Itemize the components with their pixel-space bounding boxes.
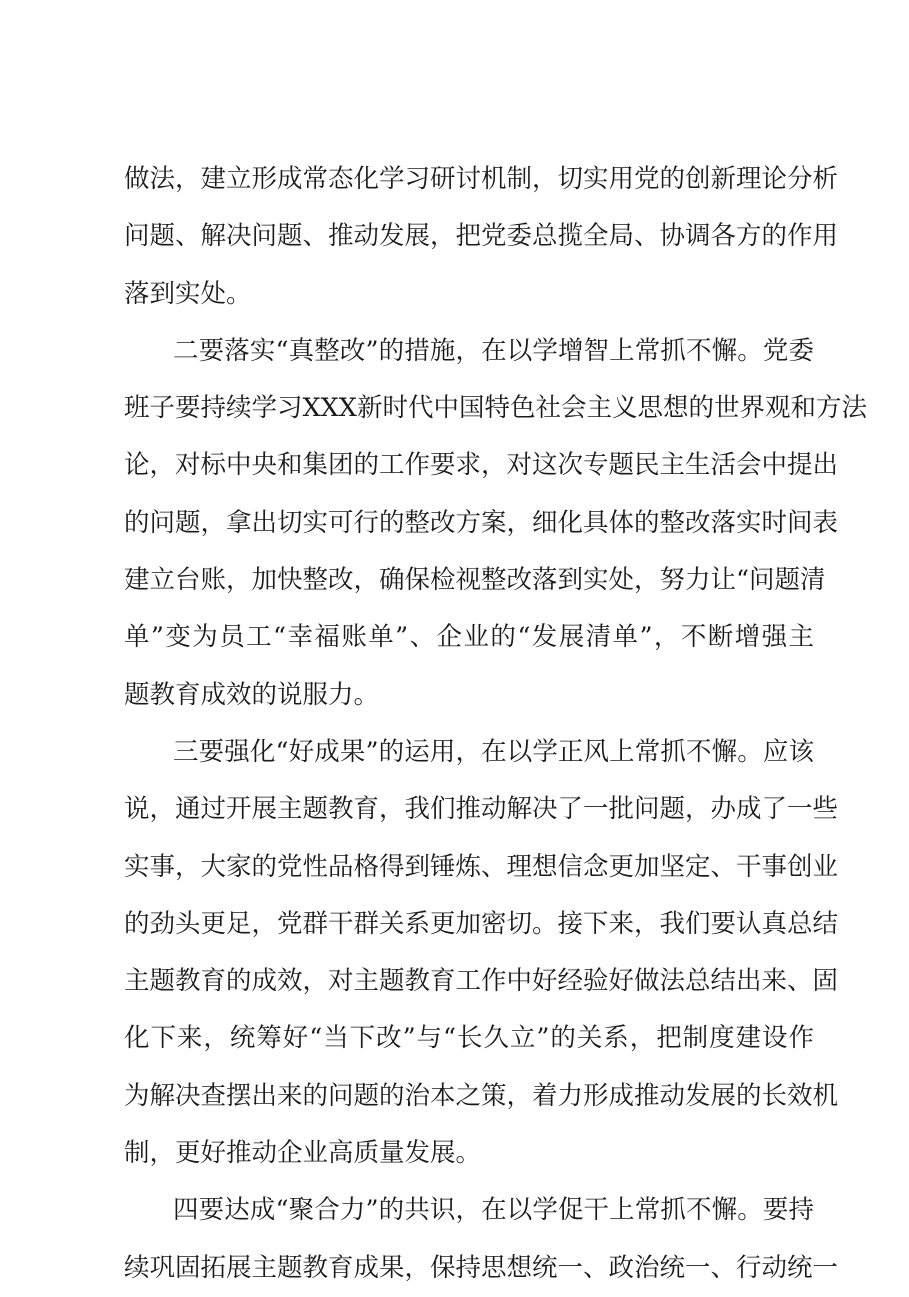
paragraph xyxy=(124,323,867,724)
text-line: 二要落实“真整改”的措施，在以学增智上常抓不懈。党委 xyxy=(173,335,814,366)
text-line: 三要强化“好成果”的运用，在以学正风上常抓不懈。应该 xyxy=(173,736,814,767)
text-line: 主题教育的成效，对主题教育工作中好经验好做法总结出来、固 xyxy=(124,966,839,997)
text-line: 问题、解决问题、推动发展，把党委总揽全局、协调各方的作用 xyxy=(124,221,839,252)
text-line: 续巩固拓展主题教育成果，保持思想统一、政治统一、行动统一 xyxy=(124,1252,839,1283)
text-line: 为解决查摆出来的问题的治本之策，着力形成推动发展的长效机 xyxy=(124,1080,839,1111)
text-line: 单”变为员工“幸福账单”、企业的“发展清单”，不断增强主 xyxy=(124,622,814,653)
text-line: 的问题，拿出切实可行的整改方案，细化具体的整改落实时间表 xyxy=(124,507,839,538)
text-line: 的劲头更足，党群干群关系更加密切。接下来，我们要认真总结 xyxy=(124,908,839,939)
text-line: 化下来，统筹好“当下改”与“长久立”的关系，把制度建设作 xyxy=(124,1023,814,1054)
text-line: 说，通过开展主题教育，我们推动解决了一批问题，办成了一些 xyxy=(124,794,839,825)
text-line: 制，更好推动企业高质量发展。 xyxy=(124,1138,482,1169)
text-line: 班子要持续学习XXX新时代中国特色社会主义思想的世界观和方法 xyxy=(124,393,867,424)
text-line: 四要达成“聚合力”的共识，在以学促干上常抓不懈。要持 xyxy=(173,1195,814,1226)
text-line: 论，对标中央和集团的工作要求，对这次专题民主生活会中提出 xyxy=(124,450,839,481)
paragraph xyxy=(124,151,839,323)
text-line: 题教育成效的说服力。 xyxy=(124,679,380,710)
text-line: 做法，建立形成常态化学习研讨机制，切实用党的创新理论分析 xyxy=(124,164,839,194)
text-line: 建立台账，加快整改，确保检视整改落到实处，努力让“问题清 xyxy=(124,565,826,596)
text-line: 实事，大家的党性品格得到锤炼、理想信念更加坚定、干事创业 xyxy=(124,851,839,882)
document-body xyxy=(124,151,867,1297)
paragraph xyxy=(124,724,839,1182)
text-line: 落到实处。 xyxy=(124,278,252,309)
paragraph xyxy=(124,1182,839,1297)
